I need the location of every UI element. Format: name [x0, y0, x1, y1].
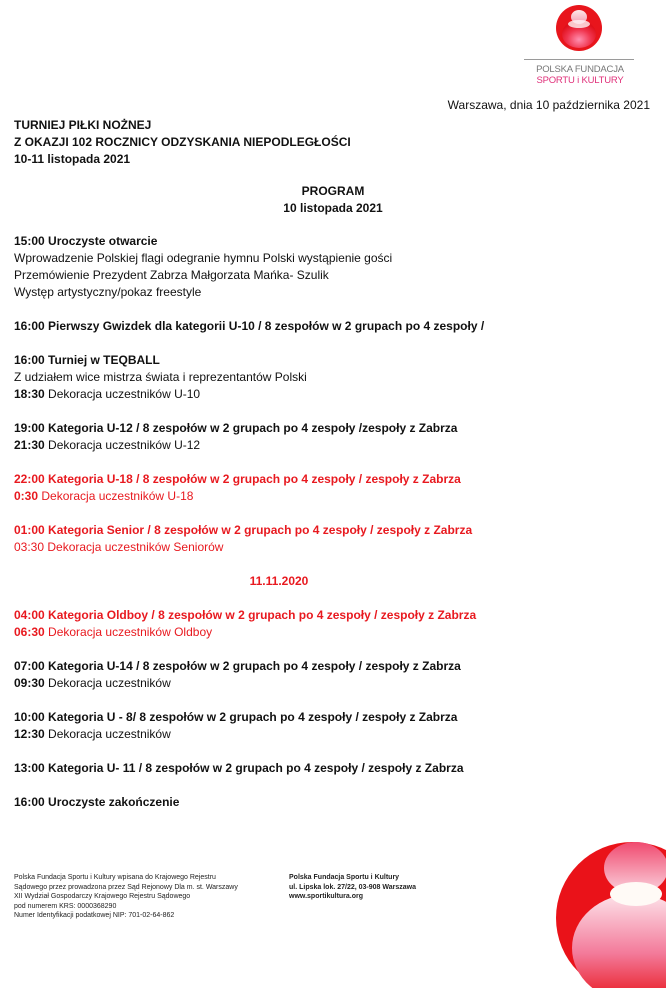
schedule-line — [14, 437, 634, 454]
schedule-item — [14, 607, 634, 641]
red-sphere-logo-icon — [555, 4, 603, 52]
footer-registry-info — [14, 873, 238, 921]
schedule-line — [14, 284, 634, 301]
schedule-time: 10:00 — [14, 710, 45, 724]
schedule-item — [14, 760, 634, 777]
schedule-item — [14, 420, 634, 454]
schedule-line — [14, 488, 634, 505]
schedule-time: 19:00 — [14, 421, 45, 435]
schedule-time: 16:00 — [14, 319, 45, 333]
logo-divider — [524, 59, 634, 60]
schedule-text: Przemówienie Prezydent Zabrza Małgorzata Mańka- Szulik — [14, 268, 329, 282]
schedule-item — [14, 794, 634, 811]
schedule-text: Dekoracja uczestników U-10 — [48, 387, 201, 401]
schedule-line — [14, 726, 634, 743]
schedule-text: Dekoracja uczestników U-12 — [48, 438, 201, 452]
schedule-text: Wprowadzenie Polskiej flagi odegranie hymnu Polski wystąpienie gości — [14, 251, 393, 265]
place-date: Warszawa, dnia 10 października 2021 — [447, 98, 650, 112]
schedule-time: 03:30 — [14, 540, 45, 554]
schedule-text: Kategoria U- 11 / 8 zespołów w 2 grupach po 4 zespoły / zespoły z Zabrza — [48, 761, 464, 775]
schedule-time: 06:30 — [14, 625, 45, 639]
schedule-line — [14, 318, 634, 335]
schedule-time: 13:00 — [14, 761, 45, 775]
schedule-day1 — [14, 233, 634, 556]
header-line1: TURNIEJ PIŁKI NOŻNEJ — [14, 118, 152, 132]
schedule-line — [14, 267, 634, 284]
schedule-item — [14, 318, 634, 335]
schedule-line — [14, 471, 634, 488]
footer-line: ul. Lipska lok. 27/22, 03-908 Warszawa — [289, 883, 416, 891]
foundation-logo — [520, 2, 640, 90]
schedule-line — [14, 794, 634, 811]
footer-line: pod numerem KRS: 0000368290 — [14, 902, 117, 910]
schedule-text: Z udziałem wice mistrza świata i reprezentantów Polski — [14, 370, 307, 384]
schedule-item — [14, 658, 634, 692]
schedule-text: Dekoracja uczestników U-18 — [41, 489, 194, 503]
schedule-item — [14, 352, 634, 403]
schedule-text: Kategoria U-18 / 8 zespołów w 2 grupach po 4 zespoły / zespoły z Zabrza — [48, 472, 461, 486]
schedule-item — [14, 709, 634, 743]
schedule — [14, 233, 634, 828]
schedule-time: 09:30 — [14, 676, 45, 690]
logo-text-line1: POLSKA FUNDACJA — [536, 64, 624, 75]
schedule-line — [14, 709, 634, 726]
schedule-time: 07:00 — [14, 659, 45, 673]
schedule-text: Turniej w TEQBALL — [48, 353, 160, 367]
logo-text-line2: SPORTU i KULTURY — [536, 75, 624, 86]
schedule-line — [14, 658, 634, 675]
schedule-day2 — [14, 607, 634, 811]
program-date: 10 listopada 2021 — [283, 201, 383, 215]
schedule-line — [14, 352, 634, 369]
schedule-line — [14, 233, 634, 250]
footer-line: Numer Identyfikacji podatkowej NIP: 701-02-64-862 — [14, 912, 175, 919]
schedule-text: Kategoria U-12 / 8 zespołów w 2 grupach po 4 zespoły /zespoły z Zabrza — [48, 421, 458, 435]
footer-line: Polska Fundacja Sportu i Kultury — [289, 874, 400, 881]
schedule-line — [14, 369, 634, 386]
header-line3: 10-11 listopada 2021 — [14, 152, 131, 166]
schedule-text: Dekoracja uczestników Seniorów — [47, 540, 224, 554]
schedule-time: 16:00 — [14, 795, 45, 809]
schedule-time: 18:30 — [14, 387, 45, 401]
footer-line: Sądowego przez prowadzona przez Sąd Rejonowy Dla m. st. Warszawy — [14, 883, 238, 891]
footer-line[interactable]: www.sportikultura.org — [289, 893, 364, 900]
schedule-time: 12:30 — [14, 727, 45, 741]
document-header — [14, 117, 351, 168]
header-line2: Z OKAZJI 102 ROCZNICY ODZYSKANIA NIEPODLEGŁOŚCI — [14, 135, 351, 149]
schedule-line — [14, 420, 634, 437]
schedule-text: Dekoracja uczestników — [48, 727, 171, 741]
day2-date-label: 11.11.2020 — [249, 574, 309, 588]
schedule-time: 0:30 — [14, 489, 39, 503]
schedule-item — [14, 471, 634, 505]
schedule-line — [14, 607, 634, 624]
schedule-line — [14, 522, 634, 539]
program-heading — [0, 183, 666, 217]
schedule-time: 04:00 — [14, 608, 45, 622]
red-sphere-decoration-icon — [552, 838, 666, 988]
schedule-time: 22:00 — [14, 472, 45, 486]
schedule-text: Pierwszy Gwizdek dla kategorii U-10 / 8 zespołów w 2 grupach po 4 zespoły / — [48, 319, 485, 333]
schedule-time: 21:30 — [14, 438, 45, 452]
schedule-text: Uroczyste otwarcie — [48, 234, 158, 248]
schedule-text: Dekoracja uczestników Oldboy — [48, 625, 213, 639]
schedule-line — [14, 250, 634, 267]
schedule-line — [14, 760, 634, 777]
footer-line: Polska Fundacja Sportu i Kultury wpisana do Krajowego Rejestru — [14, 874, 216, 881]
schedule-line — [14, 539, 634, 556]
schedule-time: 16:00 — [14, 353, 45, 367]
schedule-time: 15:00 — [14, 234, 45, 248]
schedule-time: 01:00 — [14, 523, 45, 537]
program-title: PROGRAM — [301, 184, 365, 198]
schedule-text: Występ artystyczny/pokaz freestyle — [14, 285, 202, 299]
schedule-item — [14, 233, 634, 301]
schedule-line — [14, 386, 634, 403]
footer-line: XII Wydział Gospodarczy Krajowego Rejestru Sądowego — [14, 893, 191, 900]
schedule-item — [14, 522, 634, 556]
schedule-text: Dekoracja uczestników — [48, 676, 171, 690]
schedule-line — [14, 624, 634, 641]
schedule-text: Kategoria U-14 / 8 zespołów w 2 grupach po 4 zespoły / zespoły z Zabrza — [48, 659, 461, 673]
schedule-text: Kategoria Oldboy / 8 zespołów w 2 grupach po 4 zespoły / zespoły z Zabrza — [48, 608, 477, 622]
footer-contact-info — [289, 873, 416, 902]
schedule-line — [14, 675, 634, 692]
schedule-text: Kategoria Senior / 8 zespołów w 2 grupach po 4 zespoły / zespoły z Zabrza — [48, 523, 473, 537]
schedule-text: Kategoria U - 8/ 8 zespołów w 2 grupach po 4 zespoły / zespoły z Zabrza — [48, 710, 458, 724]
schedule-text: Uroczyste zakończenie — [48, 795, 180, 809]
